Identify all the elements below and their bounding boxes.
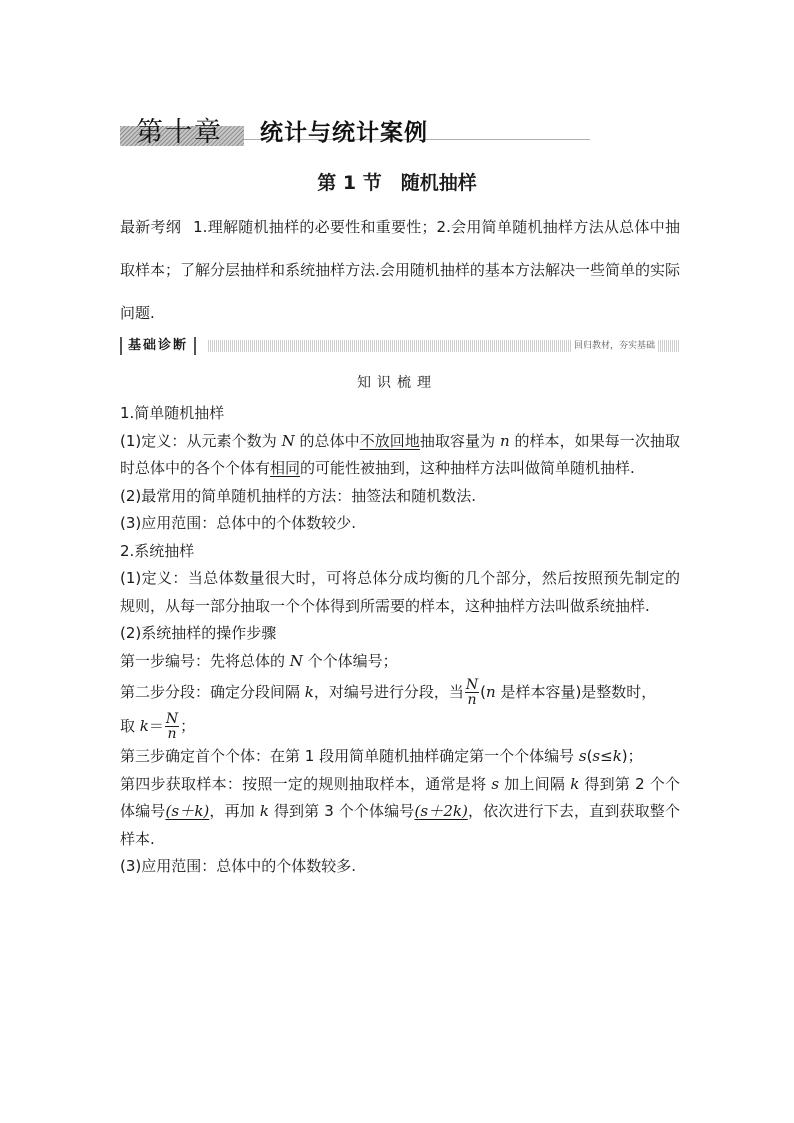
math-k: k — [570, 774, 580, 793]
text: 得到第 3 个个体编号 — [268, 802, 415, 820]
math-k: k — [304, 683, 314, 701]
objectives-label: 最新考纲 — [120, 218, 182, 236]
math-k: k — [139, 717, 149, 735]
knowledge-subhead: 知识梳理 — [357, 375, 437, 391]
section-banner — [120, 337, 680, 355]
step-4 — [120, 771, 680, 854]
text: 的样本，如果每一次抽取时总体中的各个个体有 — [120, 431, 680, 477]
text: ，再加 — [209, 802, 260, 820]
underlined-math: (s＋k) — [165, 802, 210, 820]
text: 第三步确定首个个体：在第 1 段用简单随机抽样确定第一个个体编号 — [120, 747, 579, 765]
paragraph-scope-2: (3)应用范围：总体中的个体数较多. — [120, 857, 357, 875]
underlined-math: (s＋2k) — [414, 802, 468, 820]
fraction-denominator: n — [167, 726, 177, 742]
math-k: k — [259, 802, 269, 820]
fraction-N-over-n — [165, 712, 179, 741]
objectives-text: 1.理解随机抽样的必要性和重要性；2.会用简单随机抽样方法从总体中抽取样本；了解分层抽样和系统抽样方法.会用随机抽样的基本方法解决一些简单的实际问题. — [120, 218, 680, 322]
paragraph-definition-1 — [120, 428, 680, 483]
text: ； — [180, 717, 196, 735]
text: 是样本容量)是整数时， — [495, 683, 657, 701]
underlined-term: 不放回地 — [359, 431, 420, 450]
content-body — [120, 400, 680, 881]
math-s: s — [491, 774, 500, 793]
text: 的总体中 — [294, 431, 360, 450]
banner-tagline: 回归教材，夯实基础 — [571, 338, 658, 354]
text: ，依次进行下去，直到获取整个样本. — [120, 802, 680, 848]
math-n: n — [486, 683, 496, 701]
text: 的可能性被抽到，这种抽样方法叫做简单随机抽样. — [300, 459, 635, 477]
chapter-header — [120, 108, 590, 148]
step-2 — [120, 675, 680, 743]
exam-objectives — [120, 206, 680, 335]
text: ( — [586, 747, 593, 765]
fraction-numerator: N — [465, 677, 479, 693]
text: ，对编号进行分段，当 — [313, 683, 464, 701]
text: 加上间隔 — [499, 774, 571, 793]
step-3 — [120, 743, 680, 771]
text: 第四步获取样本：按照一定的规则抽取样本，通常是将 — [120, 774, 492, 793]
text: 取 — [120, 717, 140, 735]
text: 第二步分段：确定分段间隔 — [120, 683, 305, 701]
math-s: s — [578, 747, 587, 765]
paragraph-definition-2: (1)定义：当总体数量很大时，可将总体分成均衡的几个部分，然后按照预先制定的规则，从每一部分抽取一个个体得到所需要的样本，这种抽样方法叫做系统抽样. — [120, 569, 680, 615]
text: ( — [480, 683, 486, 701]
math-n: n — [499, 431, 510, 450]
math-N: N — [281, 431, 295, 450]
text: (1)定义：从元素个数为 — [120, 431, 282, 450]
heading-systematic-sampling: 2.系统抽样 — [120, 541, 195, 560]
fraction-numerator: N — [165, 711, 179, 727]
math-equals: ＝ — [148, 717, 164, 735]
fraction-denominator: n — [467, 692, 477, 708]
paragraph-steps-heading: (2)系统抽样的操作步骤 — [120, 624, 277, 642]
chapter-number: 第十章 — [136, 117, 223, 148]
chapter-title: 统计与统计案例 — [260, 120, 428, 146]
section-title: 第 1 节 随机抽样 — [317, 172, 477, 194]
fraction-N-over-n — [465, 678, 479, 707]
underlined-term: 相同 — [270, 459, 301, 477]
math-N: N — [289, 651, 303, 670]
text: 抽取容量为 — [419, 431, 500, 450]
paragraph-scope-1: (3)应用范围：总体中的个体数较少. — [120, 514, 357, 532]
banner-label: 基础诊断 — [120, 337, 196, 355]
math-condition: s≤k — [592, 747, 622, 765]
step-1 — [120, 648, 680, 676]
text: 个个体编号； — [302, 651, 398, 670]
text: )； — [621, 747, 643, 765]
paragraph-methods: (2)最常用的简单随机抽样的方法：抽签法和随机数法. — [120, 486, 477, 505]
text: 第一步编号：先将总体的 — [120, 651, 290, 670]
text: 得到第 2 个个体编号 — [120, 774, 680, 820]
heading-simple-random-sampling: 1.简单随机抽样 — [120, 404, 225, 422]
